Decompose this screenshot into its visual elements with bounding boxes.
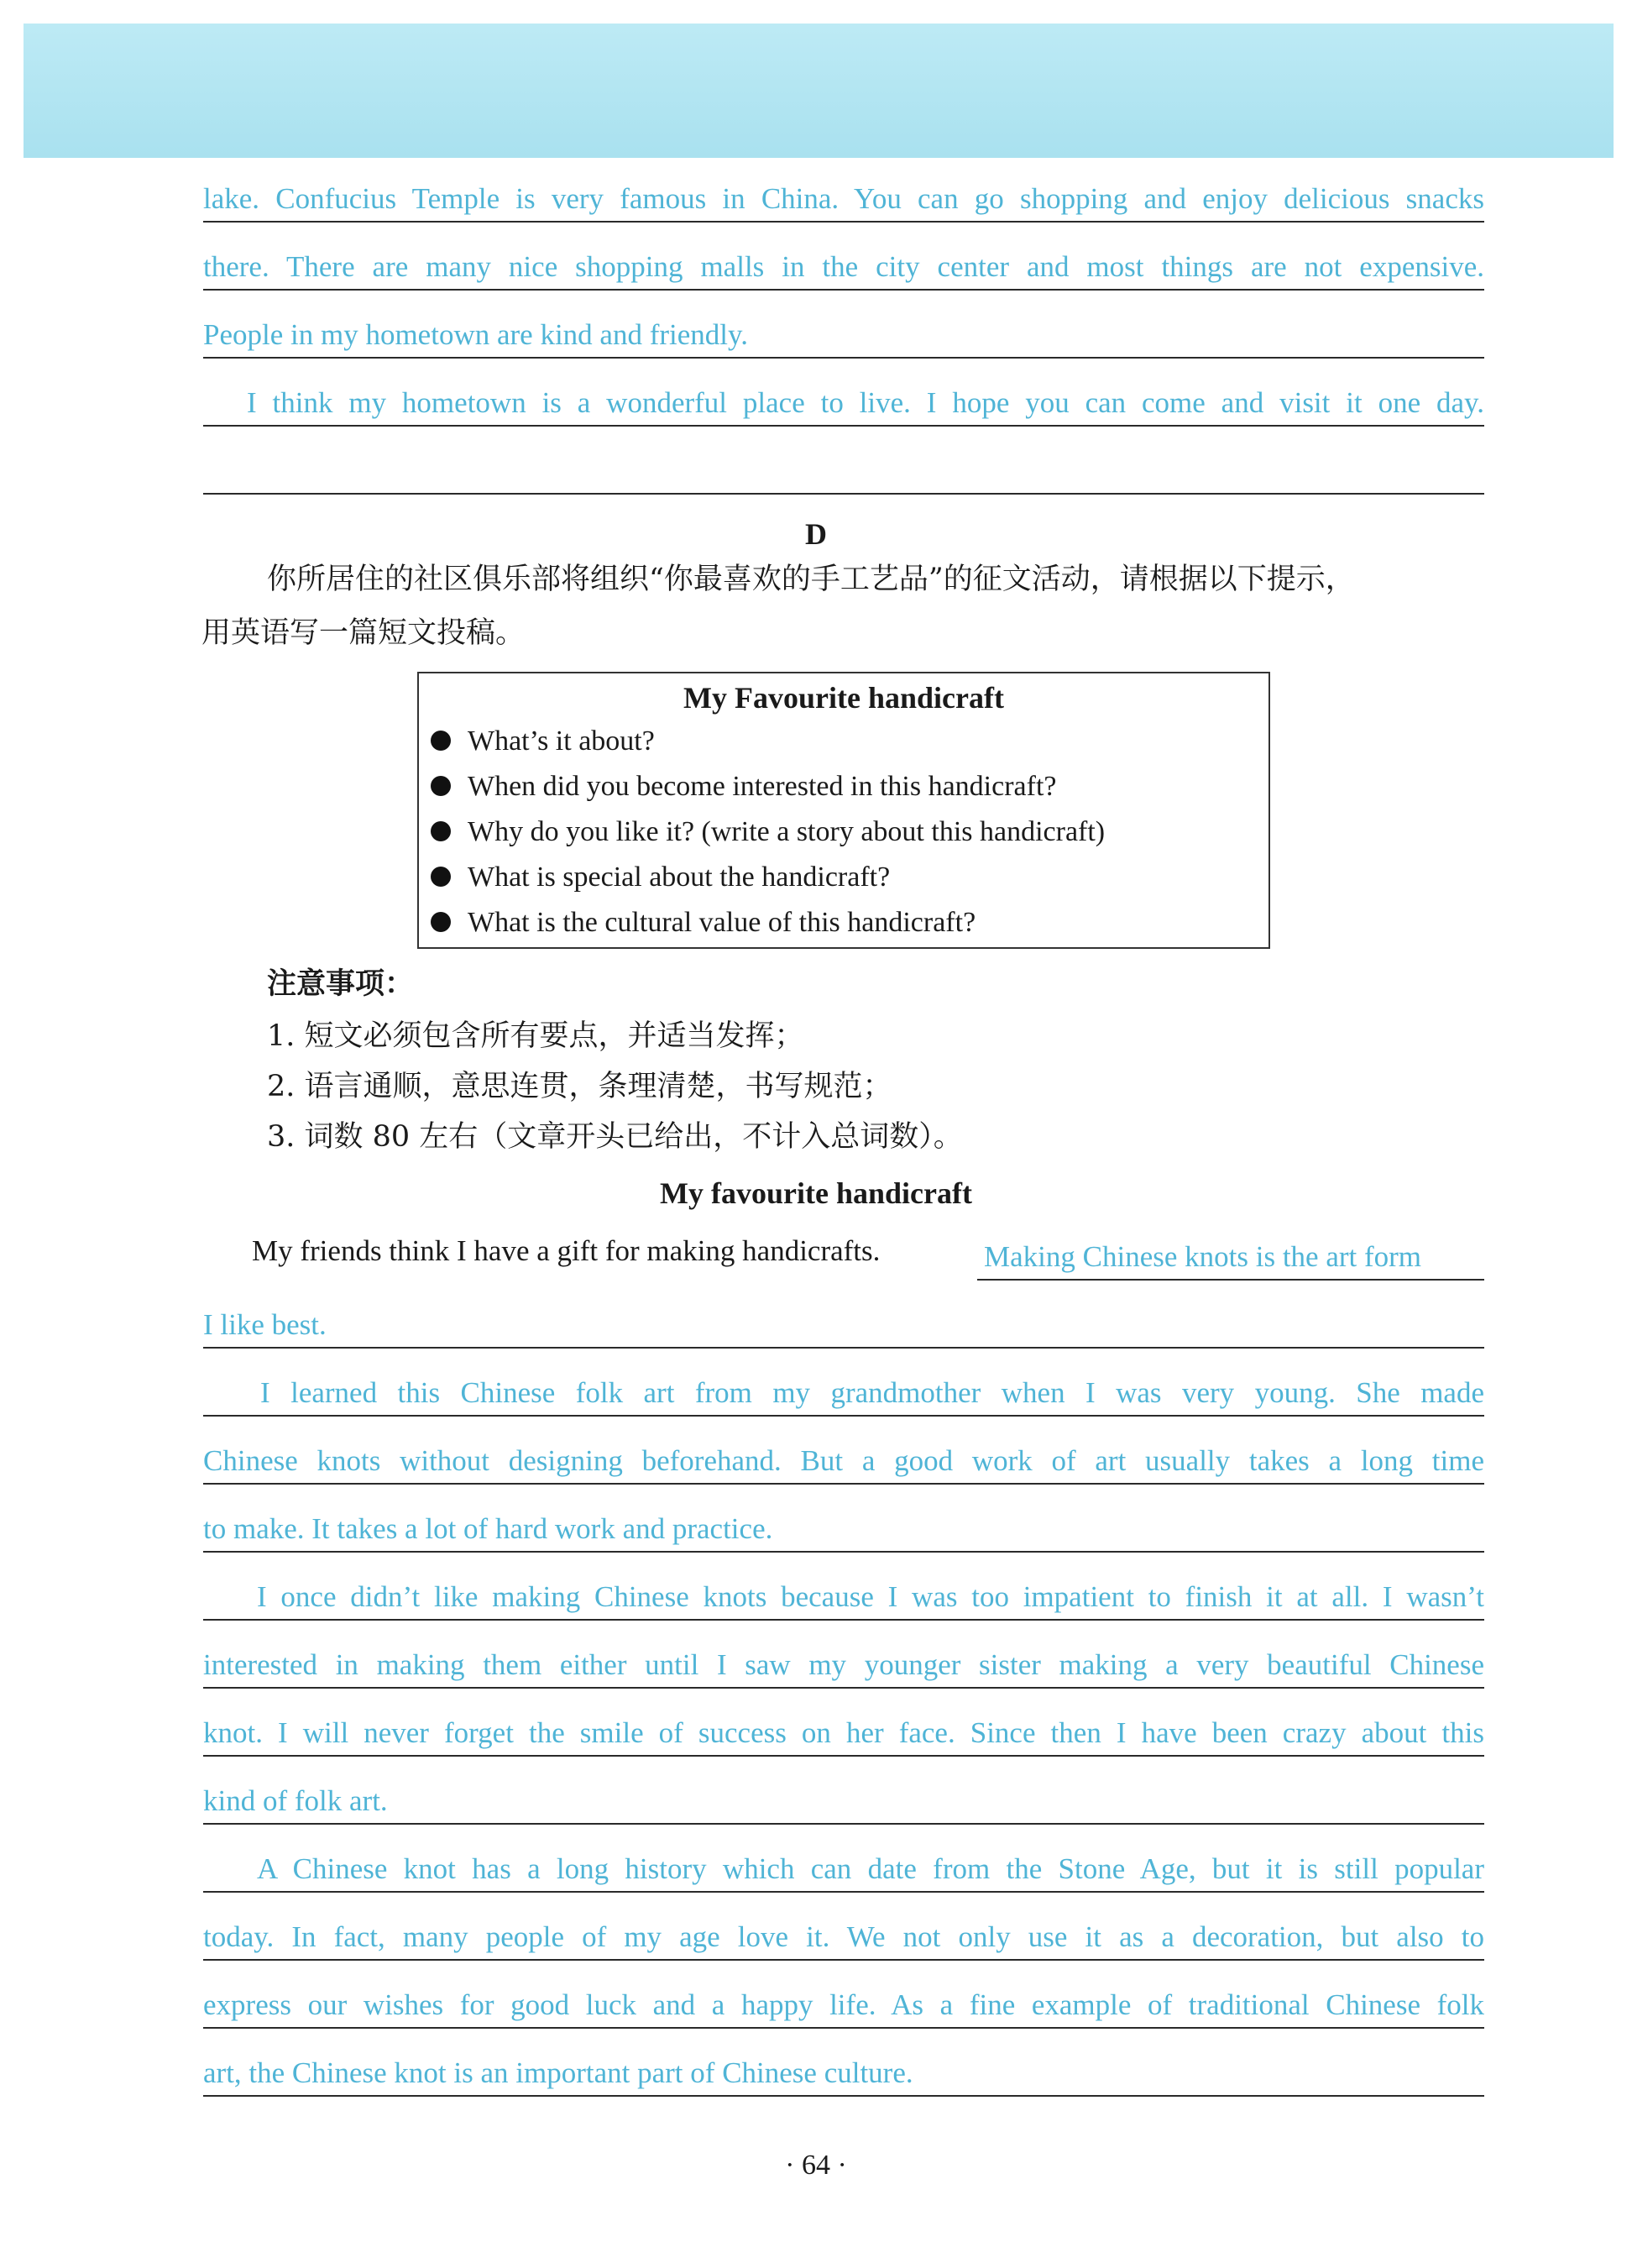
- answer-text-line: I like best.: [203, 1308, 327, 1341]
- bullet-icon: [431, 821, 451, 841]
- answer-text-line: I once didn’t like making Chinese knots because I was too impatient to finish it at all. I wasn’t: [257, 1580, 1484, 1613]
- answer-text-line: today. In fact, many people of my age love it. We not only use it as a decoration, but also to: [203, 1920, 1484, 1953]
- answer-text-line: I learned this Chinese folk art from my grandmother when I was very young. She made: [260, 1376, 1484, 1409]
- ruled-line: [203, 357, 1484, 427]
- essay-title: My favourite handicraft: [660, 1176, 972, 1210]
- essay-start: My friends think I have a gift for making handicrafts.: [252, 1234, 881, 1267]
- answer-text-line: People in my hometown are kind and friendly.: [203, 318, 748, 351]
- instruction-line: 用英语写一篇短文投稿。: [201, 616, 526, 650]
- ruled-line: [203, 1891, 1484, 1961]
- prompt-box-title: My Favourite handicraft: [683, 681, 1004, 715]
- ruled-line: [203, 1483, 1484, 1553]
- bullet-icon: [431, 731, 451, 751]
- bullet-icon: [431, 776, 451, 796]
- note-item: 3. 词数 80 左右（文章开头已给出，不计入总词数）。: [267, 1120, 963, 1154]
- prompt-box: [417, 672, 1270, 949]
- header-band: [24, 24, 1614, 158]
- prompt-item-text: What’s it about?: [468, 725, 655, 757]
- note-item: 2. 语言通顺，意思连贯，条理清楚，书写规范；: [267, 1070, 892, 1103]
- ruled-line: [203, 1551, 1484, 1621]
- prompt-item: [419, 900, 1268, 945]
- ruled-line: [203, 1823, 1484, 1893]
- page-number: · 64 ·: [785, 2150, 847, 2181]
- ruled-line: [203, 1687, 1484, 1757]
- answer-text-line: art, the Chinese knot is an important part of Chinese culture.: [203, 2056, 913, 2089]
- answer-text-line: interested in making them either until I saw my younger sister making a very beautiful Chinese: [203, 1648, 1484, 1681]
- answer-text-line: I think my hometown is a wonderful place to live. I hope you can come and visit it one day.: [247, 386, 1484, 419]
- prompt-item: [419, 809, 1268, 855]
- prompt-item: [419, 764, 1268, 809]
- notes-title: 注意事项：: [267, 966, 415, 1001]
- ruled-line: [203, 1755, 1484, 1825]
- answer-text-line: A Chinese knot has a long history which can date from the Stone Age, but it is still popular: [257, 1852, 1484, 1885]
- prompt-item: [419, 855, 1268, 900]
- ruled-line: [977, 1211, 1484, 1281]
- ruled-line: [203, 1415, 1484, 1485]
- answer-text-line: to make. It takes a lot of hard work and practice.: [203, 1512, 773, 1545]
- ruled-line: [203, 2027, 1484, 2097]
- ruled-line: [203, 1619, 1484, 1689]
- ruled-line: [203, 1959, 1484, 2029]
- section-letter: D: [805, 517, 827, 551]
- prompt-item: [419, 719, 1268, 764]
- note-item: 1. 短文必须包含所有要点，并适当发挥；: [267, 1019, 804, 1053]
- prompt-item-text: When did you become interested in this handicraft?: [468, 771, 1057, 802]
- ruled-line: [203, 153, 1484, 223]
- instruction-line: 你所居住的社区俱乐部将组织“你最喜欢的手工艺品”的征文活动，请根据以下提示，: [267, 563, 1355, 596]
- ruled-line: [203, 289, 1484, 359]
- ruled-line: [203, 221, 1484, 291]
- answer-text-line: Making Chinese knots is the art form: [984, 1240, 1422, 1273]
- answer-text-line: kind of folk art.: [203, 1784, 388, 1817]
- answer-text-line: knot. I will never forget the smile of success on her face. Since then I have been crazy about this: [203, 1716, 1484, 1749]
- bullet-icon: [431, 867, 451, 887]
- prompt-item-text: What is the cultural value of this handicraft?: [468, 907, 976, 938]
- ruled-line: [203, 425, 1484, 495]
- answer-text-line: Chinese knots without designing beforehand. But a good work of art usually takes a long time: [203, 1444, 1484, 1477]
- bullet-icon: [431, 912, 451, 932]
- answer-text-line: lake. Confucius Temple is very famous in China. You can go shopping and enjoy delicious snacks: [203, 182, 1484, 215]
- answer-text-line: there. There are many nice shopping malls in the city center and most things are not expensive.: [203, 250, 1484, 283]
- ruled-line: [203, 1347, 1484, 1417]
- ruled-line: [203, 1279, 1484, 1349]
- prompt-item-text: Why do you like it? (write a story about this handicraft): [468, 816, 1106, 847]
- prompt-item-text: What is special about the handicraft?: [468, 862, 891, 893]
- answer-text-line: express our wishes for good luck and a happy life. As a fine example of traditional Chinese folk: [203, 1988, 1484, 2021]
